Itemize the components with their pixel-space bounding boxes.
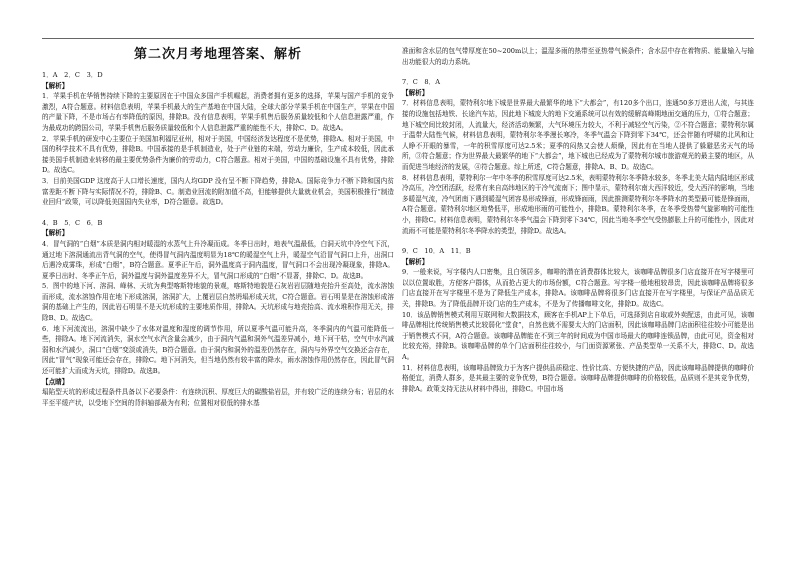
paragraph-tip: 塌陷型天坑的形成过程条件具备以下必要条件：有连续沉积、厚度巨大的碳酸盐岩层，并有较广泛的连续分布；岩层的水平至平缓产状，以受地下空间的背斜轴部最为有利；位置相对很低的排水基 [42,388,394,407]
analysis-label-3: 【解析】 [402,88,429,97]
analysis-label-4: 【解析】 [402,257,429,266]
paragraph-q9: 9．一般来说，写字楼内人口密集，且白领居多，咖啡的潜在消费群体比较大，该咖啡品牌很多门店直接开在写字楼里可以以位置取胜，方便客户群体，从而抢占更大的市场份额，C符合题意。写字楼一般地租较昂贵，因此该咖啡品牌将很多门店直接开在写字楼里不是为了降低生产成本，排除A。该咖啡品牌将很多门店直接开在写字楼里，与保证产品品质无关，排除B。为了降低品牌开设门店的生产成本，不是为了传播咖啡文化，排除D。故选C。 [402,268,754,309]
paragraph-q1: 1．苹果手机在华销售持续下降的主要原因在于中国众多国产手机崛起，消费者拥有更多的选择，苹果与国产手机的竞争激烈，A符合题意。材料信息表明，苹果手机最大的生产基地在中国大陆，全球大部分苹果手机在中国生产，苹果在中国的产量下降，不是市场占有率降低的原因，排除B。没有信息表明，苹果手机售后服务质量较低和个人信息泄露严重，作为最成功的跨国公司，苹果手机售后服务质量较低和个人信息泄露严重的能性不大，排除C、D。故选A。 [42,92,394,132]
answer-line-3: 7．C 8．A [402,78,440,87]
answer-line-1: 1．A 2．C 3．D [42,71,103,79]
header-rule [42,38,754,39]
paragraph-q4: 4．冒气洞的“白烟”本质是洞内相对暖湿的水蒸气上升冷凝而成。冬季日出时，地表气温最低，白洞天坑中冷空气下沉，通过地下溶洞通流出背气洞的空气，使得冒气洞内温度明显为18℃的暖湿空气上升，暖湿空气沿冒气洞口上升，出洞口后遇冷成雾珠，形成“白烟”，B符合题意。夏季正午后，洞外温度高于洞内温度，冒气洞口不会出现冷凝现象，排除A。夏季日出时、冬季正午后，洞外温度与洞外温度差异不大，冒气洞口形成的“白烟”不显著，排除C、D。故选B。 [42,239,394,280]
spacer [42,208,394,218]
answer-line-2: 4．B 5．C 6．B [42,218,103,227]
paragraph-q2: 2．苹果手机的研发中心主要位于美国加利福尼亚州，相对于美国，中国经济发达程度不是优势，排除A。相对于美国，中国的科学技术不具有优势，排除B。中国承接的是手机制造业，处于产业链的末端，劳动力廉价，生产成本较低，因此承接美国手机制造业转移的最主要优势条件为廉价的劳动力，C符合题意。相对于美国，中国的基础设施不具有优势，排除D。故选C。 [42,134,394,175]
tip-label: 【点睛】 [42,377,69,386]
right-column [402,46,754,394]
spacer [402,236,754,246]
paragraph-q7: 7．材料信息表明，蒙特利尔地下城是世界最大最繁华的地下“大都会”，有120多个出口，连通50多万进出人流，与其连接的设施包括地铁、长途汽车站，因此地下城庞大的地下交通系统可以有效的缓解高峰期地面交通的压力，①符合题意；地下城空间比较封闭，人流量大，经济活动频繁，大气环境压力较大，不利于减轻空气污染，②不符合题意；蒙特利尔属于温带大陆性气候，材料信息表明，蒙特利尔冬季漫长寒冷，冬季气温会下降到零下34℃，还会伴随有呼啸的北风和让人睁不开眼的暴雪，一年的积雪厚度可达2.5米；夏季的闷热又会使人烦燥，因此有在当地人提供了躲避恶劣天气的场所，③符合题意；作为世界最大最繁华的地下“大都会”，地下城也已经成为了蒙特利尔城市旅游观光的最主要的地区，从而促进当地经济的发展，④符合题意。综上所述，C符合题意，排除A、B、D。故选C。 [402,99,754,171]
spacer [402,67,754,77]
left-column [42,46,394,408]
paragraph-q6: 6．地下河流流出，溶洞中缺少了水体对温度和湿度的调节作用，所以夏季气温可能升高，冬季洞内的气温可能降低一些，排除A。地下河流消失，洞水空气水汽含量会减少，由于洞内气温和洞外气温差异减小，地下河干枯，空气中水汽减弱和水汽减少，洞口“白烟”变淡或消失，B符合题意。由于洞内和洞外的温差仍然存在，洞内与外界空气交换还会存在，因此“冒气”现象可能还会存在，排除C。地下河消失，但当地仍然有较丰富的降水，雨水溶蚀作用仍然存在，因此冒气洞还可能扩大而成为天坑，排除D。故选B。 [42,324,394,376]
analysis-label-1: 【解析】 [42,81,69,90]
paragraph-q11: 11．材料信息表明，该咖啡品牌致力于为客户提供品质稳定、性价比高、方便快捷的产品，因此该咖啡品牌提供的咖啡价格便宜，消费人群多，是其最主要的竞争优势，B符合题意。该咖啡品牌提供咖啡的价格较低，品质则不是其竞争优势，排除A。政策支持无法从材料中得出，排除C。中国市场 [402,363,754,393]
paragraph-q3: 3．目前美国GDP 这度高于人口增长速度，国内人均GDP 没有呈不断下降趋势，排除A。国际竞争力不断下降和国内贫富差距不断下降与实际情况不符，排除B、C。制造业回流的附加值不高，但能够提供大量就业机会，美国积极推行“制造业回归”政策，可以降低美国国内失业率，D符合题意。故选D。 [42,176,394,207]
paragraph-q8: 8．材料信息表明，蒙特利尔一年中冬季的积雪厚度可达2.5米，表明蒙特利尔冬季降水较多，冬季北美大陆内陆地区形成冷高压，冷空团活跃，经常有来自高纬地区的干冷气流南下；图中显示，蒙特利尔南大西洋较近，受大西洋的影响，当地多暖湿气流，冷气团南下遇到暖湿气团容易形成锋面，形成锋面雨，因此推测蒙特利尔冬季降水的类型最可能是锋面雨，A符合题意。蒙特利尔地区地势低平，形成地形雨的可能性小，排除B。蒙特利尔冬季，在冬季受热带气旋影响的可能性小，排除C。材料信息表明，蒙特利尔冬季气温会下降到零下34℃，因此当地冬季空气受热膨胀上升的可能性小，因此对流雨不可能是蒙特利尔冬季降水的类型，排除D。故选A。 [402,173,754,235]
paragraph-tip-continued: 准面和含水层的包气带厚度在50~200m以上；温湿多雨的热带至亚热带气候条件；含水层中存在着物质、能量输入与输出功能很大的动力系统。 [402,47,754,66]
answer-line-4: 9．C 10．A 11．B [402,247,471,256]
paragraph-q10: 10．该品牌销售模式利用互联网和大数据技术，顾客在手机AP上下单后，可选择到店自取或外卖配送，由此可见，该咖啡品牌相比传统销售模式比较弱化“堂食”，自然也就不需要太大的门店面积，因此该咖啡品牌门店面积往往较小可能是出于销售模式不同，A符合题意。该咖啡品牌能在不到三年的时间成为中国市场最大的咖啡连锁品牌，由此可见，资金相对比较充裕，排除B。该咖啡品牌的单个门店面积往往较小，与门面资源紧张、产品类型单一关系不大，排除C、D。故选A。 [402,310,754,362]
paragraph-q5: 5．图中的地下河、溶洞、峰林、天坑为典型喀斯特地貌的景观，喀斯特地貌是石灰岩岩层随地壳抬升至高处，流水溶蚀而形成，流水溶蚀作用在地下形成溶洞，溶洞扩大，上覆岩层自然坍塌形成天坑，C符合题意。岩石明显是在溶蚀形成溶洞的基础上产生的，因此岩石明显不是天坑形成的主要地质作用，排除A。天坑形成与地壳抬高、流水堆积作用无关，排除B、D。故选C。 [42,282,394,323]
page-title: 第二次月考地理答案、解析 [133,47,302,62]
analysis-label-2: 【解析】 [42,229,69,238]
